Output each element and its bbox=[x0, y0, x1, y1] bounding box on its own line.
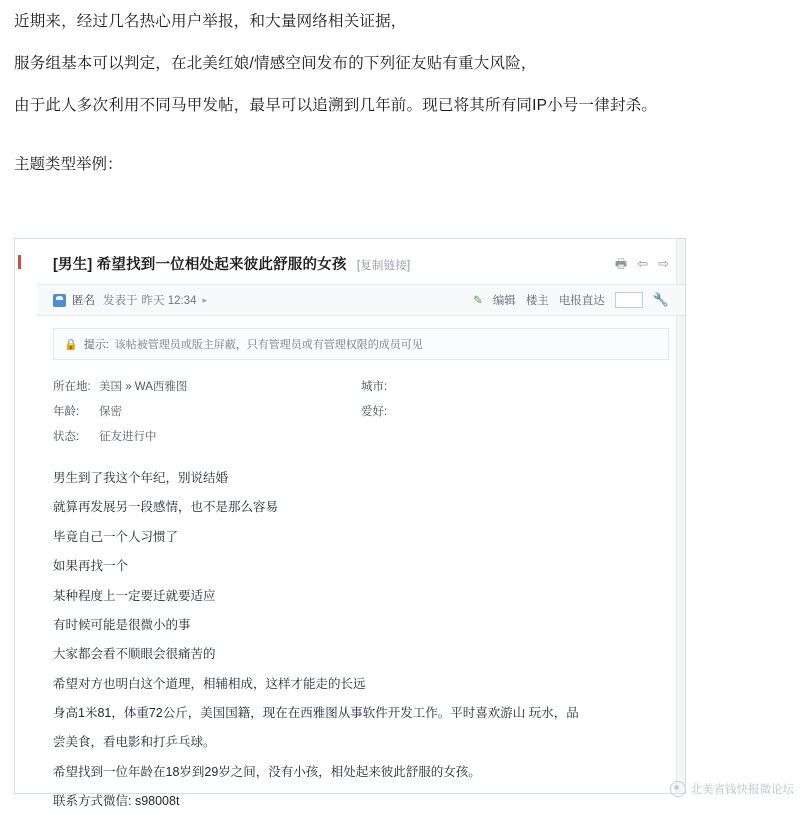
info-value-city bbox=[407, 378, 669, 394]
info-key-hobby: 爱好: bbox=[361, 406, 388, 418]
post-body-line: 希望找到一位年龄在18岁到29岁之间，没有小孩，相处起来彼此舒服的女孩。 bbox=[53, 764, 481, 779]
info-key-age: 年龄: bbox=[53, 406, 80, 418]
post-header-icons bbox=[615, 257, 669, 270]
info-value-status: 征友进行中 bbox=[99, 431, 157, 443]
post-body-line: 如果再找一个 bbox=[53, 559, 129, 574]
post-body-line: 联系方式微信: s98008t bbox=[53, 794, 180, 809]
post-body-line: 有时候可能是很微小的事 bbox=[53, 617, 191, 632]
chevron-right-icon[interactable]: ▸ bbox=[202, 294, 208, 305]
post-title bbox=[53, 253, 410, 274]
moderation-notice bbox=[53, 328, 669, 360]
info-value-age: 保密 bbox=[99, 406, 122, 418]
wrench-icon[interactable]: 🔧 bbox=[652, 292, 669, 307]
notice-label: 提示: bbox=[83, 339, 109, 351]
copy-link-button[interactable]: [复制链接] bbox=[356, 260, 411, 272]
post-tools bbox=[473, 292, 669, 308]
post-body-line: 尝美食，看电影和打乒乓球。 bbox=[53, 735, 216, 750]
post-body-line: 大家都会看不顺眼会很痛苦的 bbox=[53, 647, 216, 662]
floor-host-button[interactable]: 楼主 bbox=[525, 295, 549, 307]
post-time-prefix: 发表于 bbox=[103, 295, 138, 307]
post-body-line: 就算再发展另一段感情，也不是那么容易 bbox=[53, 500, 279, 515]
telegram-direct-button[interactable]: 电报直达 bbox=[558, 295, 605, 307]
example-label: 主题类型举例： bbox=[14, 156, 123, 174]
info-value-blank bbox=[407, 428, 669, 444]
prev-arrow-icon[interactable]: ⇦ bbox=[637, 256, 649, 271]
info-key-status: 状态: bbox=[53, 431, 80, 443]
post-body-line: 身高1米81，体重72公斤，美国国籍，现在在西雅图从事软件开发工作。平时喜欢游山 玩水，品 bbox=[53, 706, 579, 720]
edit-pencil-icon[interactable]: ✎ bbox=[473, 295, 483, 307]
print-icon[interactable]: 🖶 bbox=[614, 256, 628, 271]
author-name[interactable]: 匿名 bbox=[72, 295, 95, 307]
post-body-line: 男生到了我这个年纪，别说结婚 bbox=[53, 471, 229, 485]
forum-post-screenshot bbox=[14, 238, 686, 809]
post-body-line: 某种程度上一定要迁就要适应 bbox=[53, 588, 216, 603]
left-edge-marker bbox=[18, 255, 21, 269]
post-title-text: [男生] 希望找到一位相处起来彼此舒服的女孩 bbox=[53, 257, 347, 273]
watermark bbox=[670, 781, 795, 797]
jump-page-input[interactable] bbox=[615, 292, 643, 308]
next-arrow-icon[interactable]: ⇨ bbox=[658, 256, 669, 271]
edit-button[interactable]: 编辑 bbox=[492, 295, 516, 307]
post-body-line: 希望对方也明白这个道理，相辅相成，这样才能走的长远 bbox=[53, 676, 366, 691]
user-avatar-icon[interactable] bbox=[53, 294, 66, 307]
announcement-line-1: 近期来，经过几名热心用户举报，和大量网络相关证据， bbox=[14, 13, 407, 30]
info-value-hobby bbox=[407, 403, 669, 419]
lock-icon: 🔒 bbox=[64, 338, 78, 351]
info-key-location: 所在地: bbox=[53, 381, 91, 393]
profile-info-grid bbox=[53, 378, 669, 444]
announcement-line-3: 由于此人多次利用不同马甲发帖，最早可以追溯到几年前。现已将其所有同IP小号一律封杀。 bbox=[14, 97, 658, 115]
post-time: 昨天 12:34 bbox=[141, 295, 197, 307]
post-author-row bbox=[37, 285, 685, 316]
announcement-line-2: 服务组基本可以判定，在北美红娘/情感空间发布的下列征友贴有重大风险， bbox=[14, 55, 537, 73]
post-header bbox=[37, 239, 685, 285]
info-key-blank bbox=[361, 428, 407, 444]
watermark-text: 北美省钱快报微论坛 bbox=[690, 784, 794, 796]
notice-text: 该帖被管理员或版主屏蔽，只有管理员或有管理权限的成员可见 bbox=[114, 339, 423, 351]
info-key-city: 城市: bbox=[361, 381, 388, 393]
announcement-block bbox=[0, 0, 800, 118]
watermark-logo-icon bbox=[670, 781, 686, 797]
info-value-location: 美国 » WA西雅图 bbox=[99, 381, 188, 393]
post-body-line: 毕竟自己一个人习惯了 bbox=[53, 529, 179, 544]
post-body bbox=[53, 466, 669, 814]
